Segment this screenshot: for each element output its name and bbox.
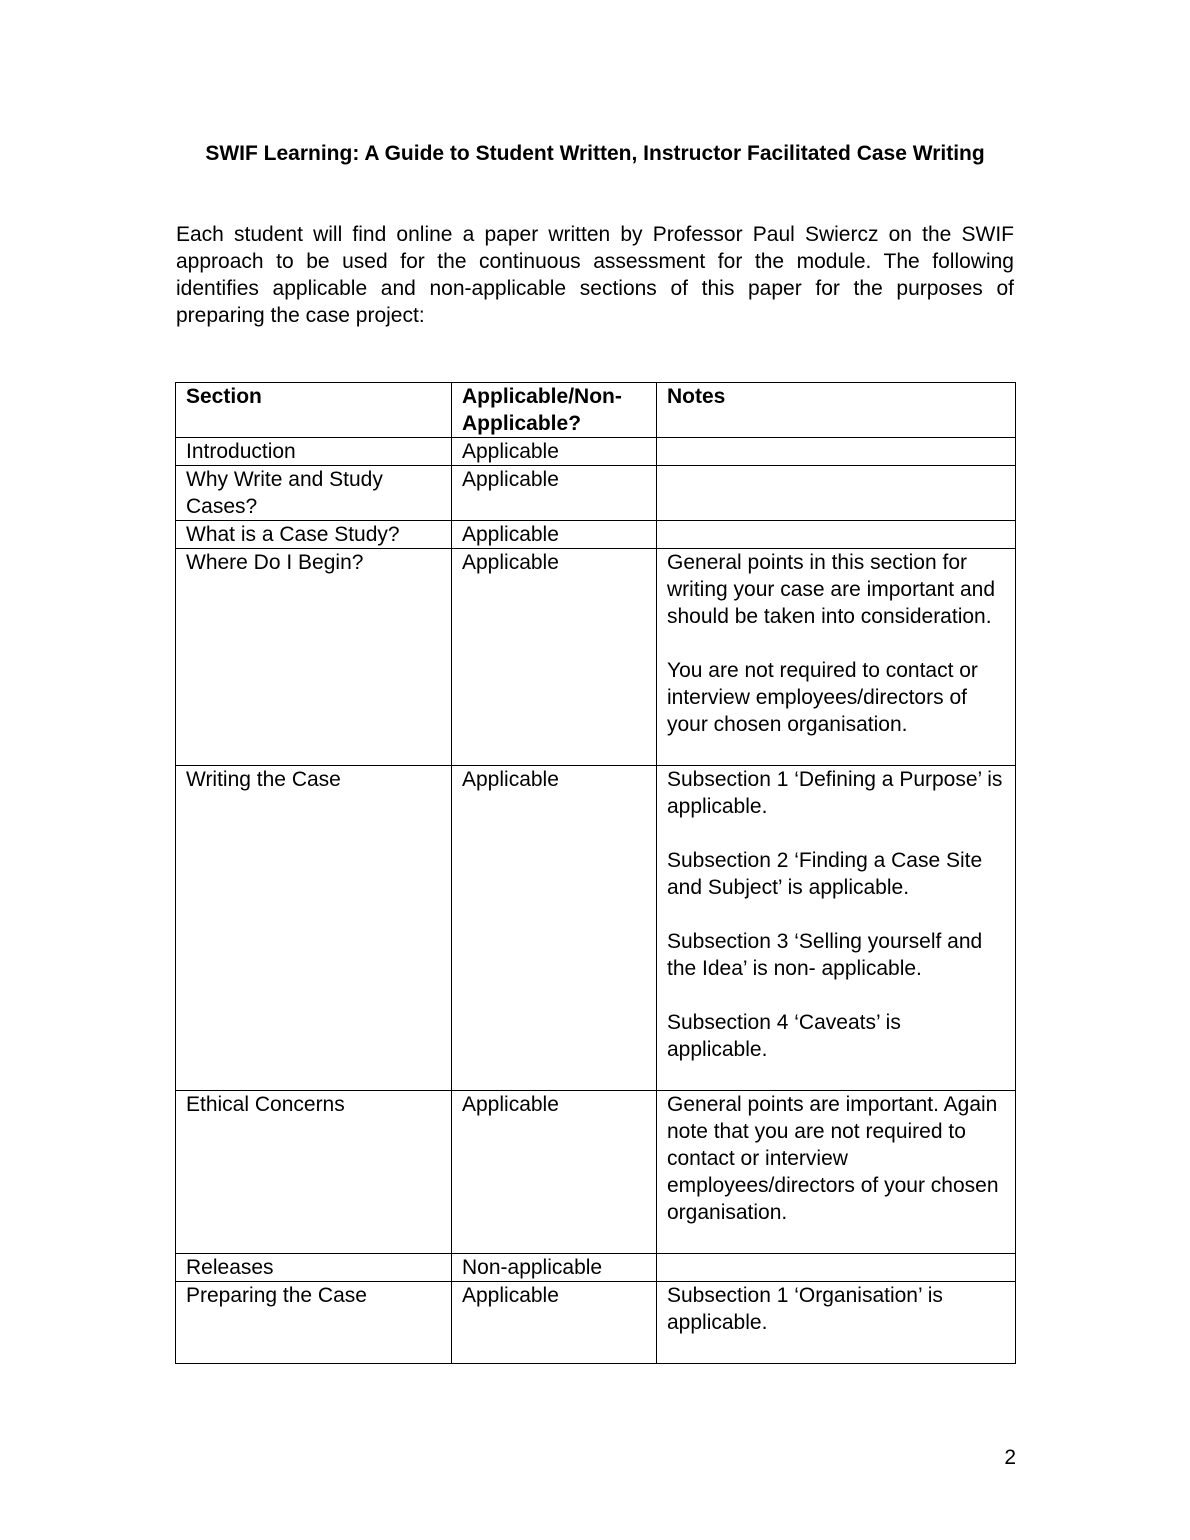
row-applicability: Applicable (452, 466, 657, 521)
intro-paragraph: Each student will find online a paper written by Professor Paul Swiercz on the SWIF approach to be used for the continuous assessment for the module. The following identifies applicable and non-applicable sections of this paper for the purposes of preparing the case project: (176, 223, 1014, 327)
row-notes (657, 1282, 1016, 1364)
row-notes (657, 766, 1016, 1091)
note-paragraph: Subsection 2 ‘Finding a Case Site and Subject’ is applicable. (667, 849, 983, 899)
note-paragraph: General points in this section for writing your case are important and should be taken into consideration. (667, 551, 995, 628)
row-applicability: Applicable (452, 438, 657, 466)
table-header-row (176, 383, 1016, 438)
table-row (176, 1254, 1016, 1282)
note-paragraph: Subsection 4 ‘Caveats’ is applicable. (667, 1011, 901, 1061)
table-row (176, 466, 1016, 521)
table-row (176, 549, 1016, 766)
row-notes (657, 438, 1016, 466)
row-applicability: Applicable (452, 1282, 657, 1364)
document-title: SWIF Learning: A Guide to Student Written, Instructor Facilitated Case Writing (205, 142, 985, 165)
row-section: Writing the Case (176, 766, 452, 1091)
row-notes (657, 466, 1016, 521)
note-paragraph: You are not required to contact or interview employees/directors of your chosen organisation. (667, 659, 978, 736)
row-notes (657, 1091, 1016, 1254)
table-row (176, 1282, 1016, 1364)
header-notes: Notes (657, 383, 1016, 438)
row-notes (657, 521, 1016, 549)
note-paragraph: Subsection 1 ‘Defining a Purpose’ is applicable. (667, 768, 1003, 818)
row-section: Releases (176, 1254, 452, 1282)
sections-table (175, 382, 1016, 1364)
row-section: Ethical Concerns (176, 1091, 452, 1254)
table-row (176, 766, 1016, 1091)
row-section: Introduction (176, 438, 452, 466)
header-section: Section (176, 383, 452, 438)
header-applicability: Applicable/Non-Applicable? (452, 383, 657, 438)
row-section: Preparing the Case (176, 1282, 452, 1364)
row-section: What is a Case Study? (176, 521, 452, 549)
table-row (176, 438, 1016, 466)
row-section: Why Write and Study Cases? (176, 466, 452, 521)
table-row (176, 521, 1016, 549)
row-applicability: Non-applicable (452, 1254, 657, 1282)
note-paragraph: Subsection 3 ‘Selling yourself and the Idea’ is non- applicable. (667, 930, 983, 980)
row-notes (657, 549, 1016, 766)
row-notes (657, 1254, 1016, 1282)
row-applicability: Applicable (452, 521, 657, 549)
row-section: Where Do I Begin? (176, 549, 452, 766)
row-applicability: Applicable (452, 1091, 657, 1254)
note-paragraph: Subsection 1 ‘Organisation’ is applicable. (667, 1284, 943, 1334)
table-row (176, 1091, 1016, 1254)
row-applicability: Applicable (452, 549, 657, 766)
row-applicability: Applicable (452, 766, 657, 1091)
note-paragraph: General points are important. Again note that you are not required to contact or interview employees/directors of your chosen organisation. (667, 1093, 999, 1224)
page-number: 2 (1004, 1446, 1016, 1469)
